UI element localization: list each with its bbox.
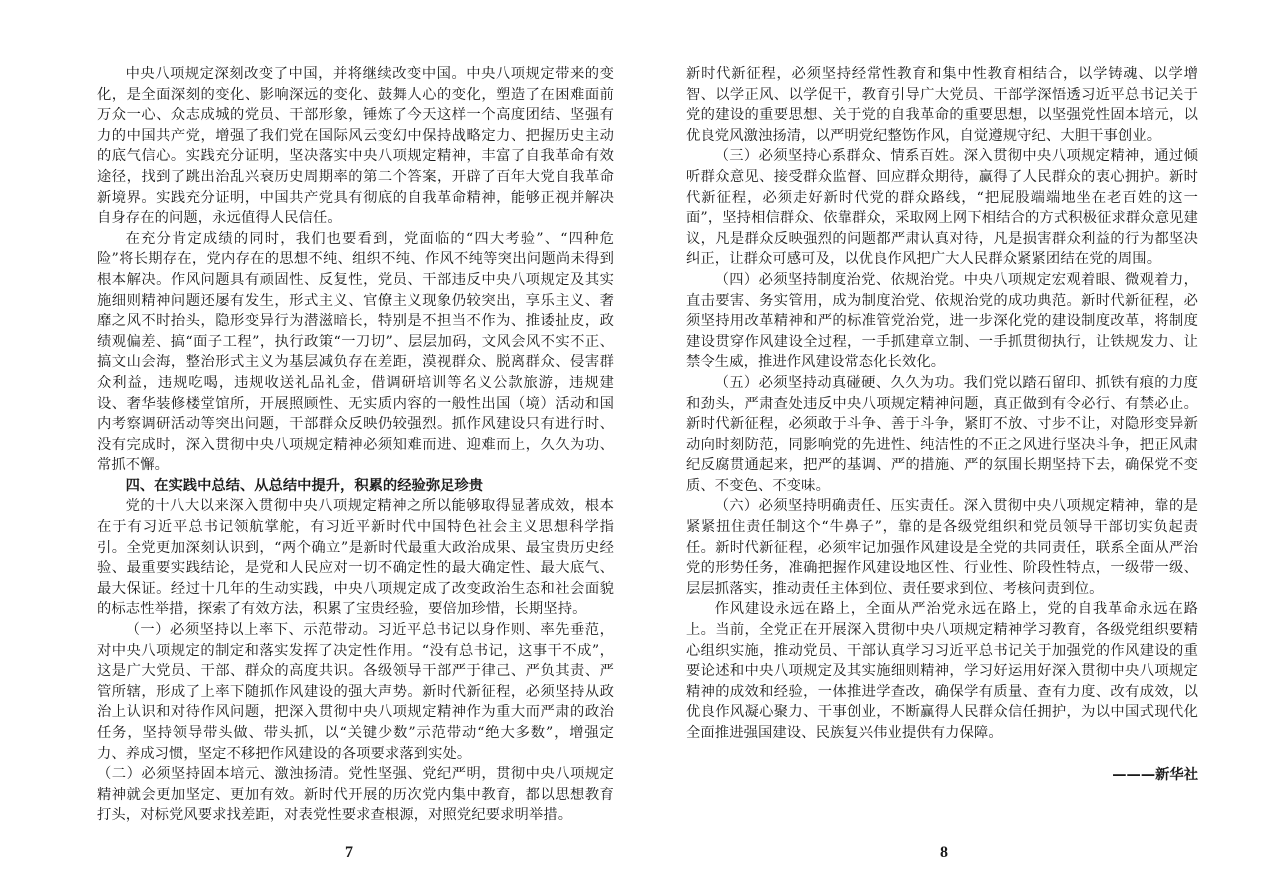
paragraph: 中央八项规定深刻改变了中国，并将继续改变中国。中央八项规定带来的变化，是全面深刻的变化、影响深远的变化、鼓舞人心的变化，塑造了在困难面前万众一心、众志成城的党员、干部形象，锤炼了今天这样一个高度团结、坚强有力的中国共产党，增强了我们党在国际风云变幻中保持战略定力、把握历史主动的底气信心。实践充分证明，坚决落实中央八项规定精神，丰富了自我革命有效途径，找到了跳出治乱兴衰历史周期率的第二个答案，开辟了百年大党自我革命新境界。实践充分证明，中国共产党具有彻底的自我革命精神，能够正视并解决自身存在的问题，永远值得人民信任。 xyxy=(97,66,614,227)
paragraph: （三）必须坚持心系群众、情系百姓。深入贯彻中央八项规定精神，通过倾听群众意见、接受群众监督、回应群众期待，赢得了人民群众的衷心拥护。新时代新征程，必须走好新时代党的群众路线，“把屁股端端地坐在老百姓的这一面”，坚持相信群众、依靠群众，采取网上网下相结合的方式积极征求群众意见建议，凡是群众反映强烈的问题都严肃认真对待，凡是损害群众利益的行为都坚决纠正，让群众可感可及，以优良作风把广大人民群众紧紧团结在党的周围。 xyxy=(686,148,1198,268)
paragraph: 作风建设永远在路上，全面从严治党永远在路上，党的自我革命永远在路上。当前，全党正在开展深入贯彻中央八项规定精神学习教育，各级党组织要精心组织实施，推动党员、干部认真学习习近平总书记关于加强党的作风建设的重要论述和中央八项规定及其实施细则精神，学习好运用好深入贯彻中央八项规定精神的成效和经验，一体推进学查改，确保学有质量、查有力度、改有成效，以优良作风凝心聚力、干事创业，不断赢得人民群众信任拥护，为以中国式现代化全面推进强国建设、民族复兴伟业提供有力保障。 xyxy=(686,601,1198,741)
right-page xyxy=(686,64,1198,784)
page-number: 7 xyxy=(345,844,353,861)
source-signature: ———新华社 xyxy=(1112,766,1198,783)
paragraph: 在充分肯定成绩的同时，我们也要看到，党面临的“四大考验”、“四种危险”将长期存在，党内存在的思想不纯、组织不纯、作风不纯等突出问题尚未得到根本解决。作风问题具有顽固性、反复性，党员、干部违反中央八项规定及其实施细则精神问题还屡有发生，形式主义、官僚主义现象仍较突出，享乐主义、奢靡之风不时抬头，隐形变异行为潜滋暗长，特别是不担当不作为、推诿扯皮，政绩观偏差、搞“面子工程”，执行政策“一刀切”、层层加码，文风会风不实不正、搞文山会海，整治形式主义为基层减负存在差距，漠视群众、脱离群众、侵害群众利益，违规吃喝，违规收送礼品礼金，借调研培训等名义公款旅游，违规建设、奢华装修楼堂馆所，开展照顾性、无实质内容的一般性出国（境）活动和国内考察调研活动等突出问题，干部群众反映仍较强烈。抓作风建设只有进行时、没有完成时，深入贯彻中央八项规定精神必须知难而进、迎难而上，久久为功、常抓不懈。 xyxy=(97,230,614,474)
paragraph: （一）必须坚持以上率下、示范带动。习近平总书记以身作则、率先垂范，对中央八项规定的制定和落实发挥了决定性作用。“没有总书记，这事干不成”，这是广大党员、干部、群众的高度共识。各级领导干部严于律己、严负其责、严管所辖，形成了上率下随抓作风建设的强大声势。新时代新征程，必须坚持从政治上认识和对待作风问题，把深入贯彻中央八项规定精神作为重大而严肃的政治任务，坚持领导带头做、带头抓，以“关键少数”示范带动“绝大多数”，增强定力、养成习惯，坚定不移把作风建设的各项要求落到实处。 xyxy=(97,622,614,762)
paragraph: 党的十八大以来深入贯彻中央八项规定精神之所以能够取得显著成效，根本在于有习近平总书记领航掌舵，有习近平新时代中国特色社会主义思想科学指引。全党更加深刻认识到，“两个确立”是新时代最重大政治成果、最宝贵历史经验、最重要实践结论，是党和人民应对一切不确定性的最大确定性、最大底气、最大保证。经过十几年的生动实践，中央八项规定成了改变政治生态和社会面貌的标志性举措，探索了有效方法，积累了宝贵经验，要倍加珍惜，长期坚持。 xyxy=(97,498,614,618)
paragraph: （四）必须坚持制度治党、依规治党。中央八项规定宏观着眼、微观着力，直击要害、务实管用，成为制度治党、依规治党的成功典范。新时代新征程，必须坚持用改革精神和严的标准管党治党，进一步深化党的建设制度改革，将制度建设贯穿作风建设全过程，一手抓建章立制、一手抓贯彻执行，让铁规发力、让禁令生威，推进作风建设常态化长效化。 xyxy=(686,271,1198,371)
page-number: 8 xyxy=(940,844,948,861)
left-page xyxy=(97,64,614,826)
paragraph-continuation: 新时代新征程，必须坚持经常性教育和集中性教育相结合，以学铸魂、以学增智、以学正风、以学促干，教育引导广大党员、干部学深悟透习近平总书记关于党的建设的重要思想、关于党的自我革命的重要思想，以坚强党性固本培元，以优良党风激浊扬清，以严明党纪整饬作风，自觉遵规守纪、大胆干事创业。 xyxy=(686,66,1198,144)
paragraph: （二）必须坚持固本培元、激浊扬清。党性坚强、党纪严明，贯彻中央八项规定精神就会更加坚定、更加有效。新时代开展的历次党内集中教育，都以思想教育打头，对标党风要求找差距，对表党性要求查根源，对照党纪要求明举措。 xyxy=(97,766,614,824)
paragraph: （六）必须坚持明确责任、压实责任。深入贯彻中央八项规定精神，靠的是紧紧扭住责任制这个“牛鼻子”，靠的是各级党组织和党员领导干部切实负起责任。新时代新征程，必须牢记加强作风建设是全党的共同责任，联系全面从严治党的形势任务，准确把握作风建设地区性、行业性、阶段性特点，一级带一级、层层抓落实，推动责任主体到位、责任要求到位、考核问责到位。 xyxy=(686,498,1198,597)
section-heading: 四、在实践中总结、从总结中提升，积累的经验弥足珍贵 xyxy=(125,477,484,494)
paragraph: （五）必须坚持动真碰硬、久久为功。我们党以踏石留印、抓铁有痕的力度和劲头，严肃查处违反中央八项规定精神问题，真正做到有令必行、有禁必止。新时代新征程，必须敢于斗争、善于斗争，紧盯不放、寸步不让，对隐形变异新动向时刻防范，同影响党的先进性、纯洁性的不正之风进行坚决斗争，把正风肃纪反腐贯通起来，把严的基调、严的措施、严的氛围长期坚持下去，确保党不变质、不变色、不变味。 xyxy=(686,374,1198,494)
